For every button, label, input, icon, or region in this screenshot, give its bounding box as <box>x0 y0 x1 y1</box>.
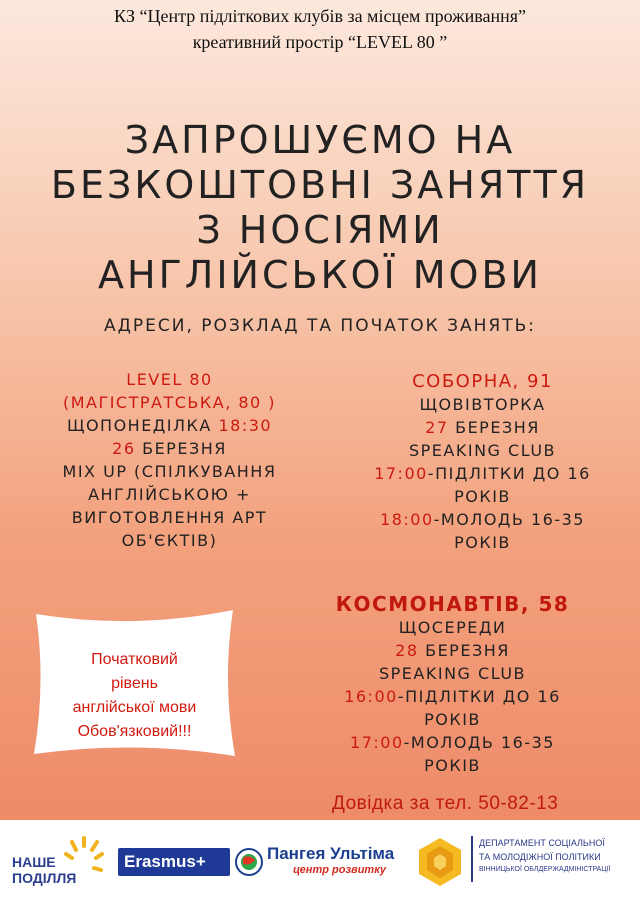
headline <box>0 118 640 298</box>
phone-info: Довідка за тел. 50-82-13 <box>332 793 559 814</box>
group-time: 18:00 <box>380 510 434 529</box>
group-time: 16:00 <box>344 687 398 706</box>
group-line-cont: РОКІВ <box>454 487 511 506</box>
group-line <box>330 508 635 531</box>
headline-line: БЕЗКОШТОВНІ ЗАНЯТТЯ <box>50 163 590 207</box>
addresses-title: АДРЕСИ, РОЗКЛАД ТА ПОЧАТОК ЗАНЯТЬ: <box>104 316 536 336</box>
date-month: БЕРЕЗНЯ <box>425 641 510 660</box>
location-name: КОСМОНАВТІВ, 58 <box>335 592 570 616</box>
divider <box>471 836 473 882</box>
location-level80 <box>12 368 327 552</box>
group-line <box>330 462 635 485</box>
schedule-day: ЩОВІВТОРКА <box>419 395 546 414</box>
requirement-note <box>32 608 237 758</box>
start-date <box>270 639 635 662</box>
schedule-day: ЩОСЕРЕДИ <box>398 618 507 637</box>
description-line: MIX UP (СПІЛКУВАННЯ <box>62 462 277 481</box>
sun-icon <box>64 836 104 876</box>
date-number: 28 <box>395 641 419 660</box>
group-time: 17:00 <box>350 733 404 752</box>
space-name: креативний простір “LEVEL 80 ” <box>192 32 448 52</box>
group-label: -ПІДЛІТКИ ДО 16 <box>397 687 561 706</box>
logo-text: ПОДІЛЛЯ <box>12 870 77 886</box>
headline-line: З НОСІЯМИ <box>196 208 444 252</box>
headline-line: ЗАПРОШУЄМО НА <box>124 118 516 162</box>
logo-text: НАШЕ <box>12 854 56 870</box>
headline-line: АНГЛІЙСЬКОЇ МОВИ <box>98 253 542 297</box>
nashe-podillia-logo <box>12 832 107 892</box>
note-line: рівень <box>111 675 158 692</box>
group-line-cont: РОКІВ <box>454 533 511 552</box>
start-date <box>330 416 635 439</box>
date-number: 26 <box>112 439 136 458</box>
pangea-logo <box>235 844 395 884</box>
organization-name: КЗ “Центр підліткових клубів за місцем проживання” <box>113 6 526 26</box>
club-name: SPEAKING CLUB <box>409 441 556 460</box>
note-line: Обов'язковий!!! <box>77 723 192 740</box>
start-date <box>12 437 327 460</box>
group-label: -МОЛОДЬ 16-35 <box>403 733 555 752</box>
description-line: ОБ'ЄКТІВ) <box>121 531 218 550</box>
logo-text: ДЕПАРТАМЕНТ СОЦІАЛЬНОЇ <box>479 838 605 848</box>
partner-logos <box>0 820 640 905</box>
schedule-line <box>12 414 327 437</box>
logo-text: Erasmus+ <box>124 852 206 871</box>
emblem-icon <box>415 836 465 888</box>
location-kosmonavtiv <box>270 593 635 777</box>
logo-text: ВІННИЦЬКОЇ ОБЛДЕРЖАДМІНІСТРАЦІЇ <box>479 866 611 873</box>
note-line: англійської мови <box>72 699 197 716</box>
logo-subtext: центр розвитку <box>293 864 387 876</box>
location-street: (МАГІСТРАТСЬКА, 80 ) <box>62 393 277 412</box>
date-number: 27 <box>425 418 449 437</box>
group-label: -ПІДЛІТКИ ДО 16 <box>427 464 591 483</box>
location-name: LEVEL 80 <box>126 370 213 389</box>
group-label: -МОЛОДЬ 16-35 <box>433 510 585 529</box>
date-month: БЕРЕЗНЯ <box>142 439 227 458</box>
logo-text: Пангея Ультіма <box>267 844 395 863</box>
department-logo <box>415 832 637 892</box>
schedule-time: 18:30 <box>218 416 273 435</box>
location-name: СОБОРНА, 91 <box>412 371 553 392</box>
date-month: БЕРЕЗНЯ <box>455 418 540 437</box>
note-text <box>32 648 237 744</box>
location-soborna <box>330 370 635 554</box>
note-line: Початковий <box>91 651 178 668</box>
group-line <box>270 685 635 708</box>
erasmus-logo <box>118 848 230 876</box>
globe-icon <box>235 848 263 876</box>
logo-text: ТА МОЛОДІЖНОЇ ПОЛІТИКИ <box>479 852 601 862</box>
group-line <box>270 731 635 754</box>
group-line-cont: РОКІВ <box>424 710 481 729</box>
group-line-cont: РОКІВ <box>424 756 481 775</box>
schedule-day: ЩОПОНЕДІЛКА <box>66 416 212 435</box>
description-line: ВИГОТОВЛЕННЯ АРТ <box>71 508 268 527</box>
group-time: 17:00 <box>374 464 428 483</box>
description-line: АНГЛІЙСЬКОЮ + <box>88 485 251 504</box>
club-name: SPEAKING CLUB <box>379 664 526 683</box>
